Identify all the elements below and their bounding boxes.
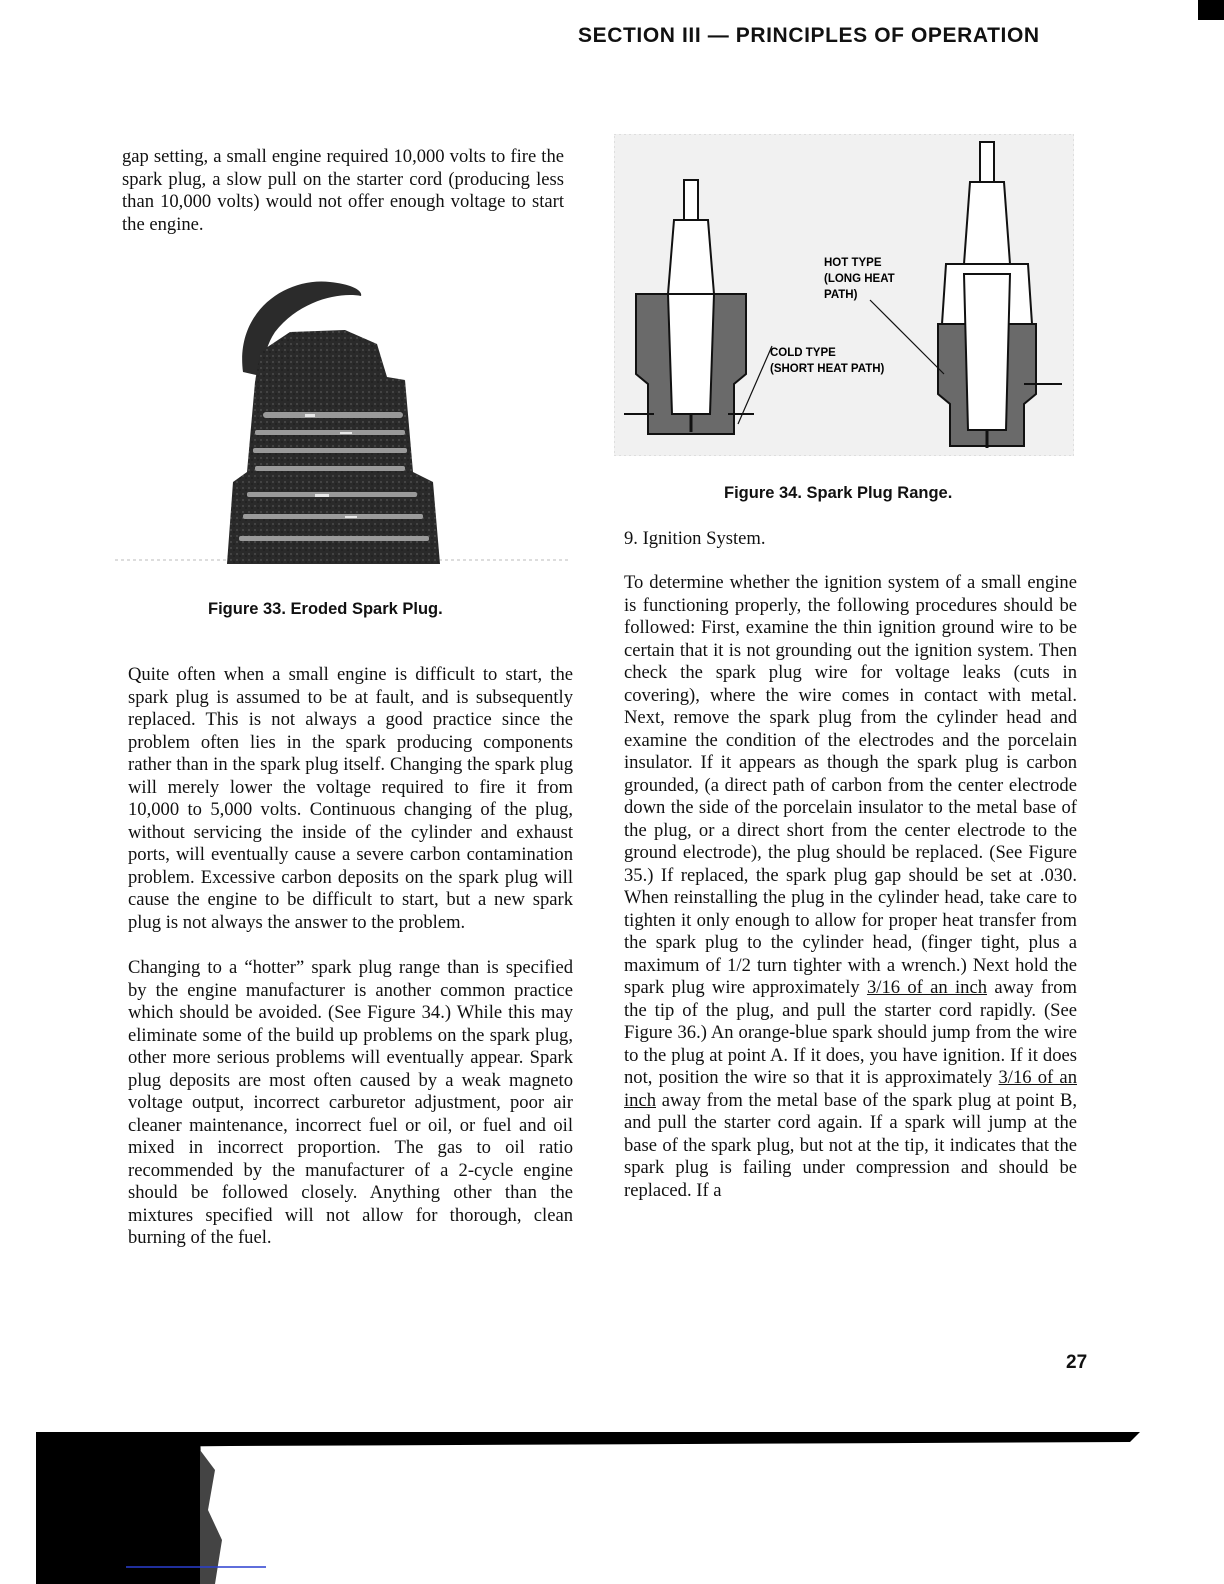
scan-edge-band xyxy=(0,1410,1224,1584)
label-hot-type-line1: HOT TYPE xyxy=(824,257,882,269)
figure-34-caption: Figure 34. Spark Plug Range. xyxy=(724,484,953,502)
body-text-part3: away from the metal base of the spark plug at point B, and pull the starter cord again. If a spark will jump at the base of the spark plug, but not at the tip, it indicates that the spark plug is failing under compression and should be replaced. If a xyxy=(624,1089,1077,1201)
ignition-system-body xyxy=(624,572,1077,1202)
section-header: SECTION III — PRINCIPLES OF OPERATION xyxy=(578,24,1040,47)
page-number: 27 xyxy=(1066,1352,1088,1373)
paragraph-spark-plug-fault: Quite often when a small engine is difficult to start, the spark plug is assumed to be at fault, and is subsequently replaced. This is not always a good practice since the problem often lies in the spark producing components rather than in the spark plug itself. Changing the spark plug will merely lower the voltage required to fire it from 10,000 to 5,000 volts. Continuous changing of the plug, without servicing the inside of the cylinder and exhaust ports, will eventually cause a severe carbon contamination problem. Excessive carbon deposits on the spark plug will cause the engine to be difficult to start, but a new spark plug is not always the answer to the problem. xyxy=(128,664,573,933)
paragraph-hotter-plug: Changing to a “hotter” spark plug range than is specified by the engine manufacturer is another common practice which should be avoided. (See Figure 34.) While this may eliminate some of the build up problems on the spark plug, other more serious problems will eventually appear. Spark plug deposits are most often caused by a weak magneto voltage output, incorrect carburetor adjustment, poor air cleaner maintenance, incorrect fuel or oil, or fuel and oil mixed in incorrect proportion. The gas to oil ratio recommended by the manufacturer of a 2-cycle engine should be followed closely. Anything other than the mixtures specified will not allow for thorough, clean burning of the fuel. xyxy=(128,957,573,1248)
label-cold-type-line2: (SHORT HEAT PATH) xyxy=(770,363,885,375)
label-cold-type-line1: COLD TYPE xyxy=(770,347,836,359)
measurement-3-16-inch-second: 3/16 of an inch xyxy=(624,1067,1077,1111)
left-continued-text xyxy=(122,146,564,236)
figure-33-caption: Figure 33. Eroded Spark Plug. xyxy=(208,600,443,618)
label-hot-type-line3: PATH) xyxy=(824,289,858,301)
continued-paragraph: gap setting, a small engine required 10,000 volts to fire the spark plug, a slow pull on the starter cord (producing less than 10,000 volts) would not offer enough voltage to start the engine. xyxy=(122,146,564,235)
measurement-3-16-inch-first: 3/16 of an inch xyxy=(866,977,987,998)
body-text-part1: To determine whether the ignition system of a small engine is functioning properly, the following procedures should be followed: First, examine the thin ignition ground wire to be certain that it is not grounding out the ignition system. Then check the spark plug wire for voltage leaks (cuts in covering), where the wire comes in contact with metal. Next, remove the spark plug from the cylinder head and examine the condition of the electrodes and the porcelain insulator. If it appears as though the spark plug is carbon grounded, (a direct path of carbon from the center electrode down the side of the porcelain insulator to the metal base of the plug, or a direct short from the center electrode to the ground electrode), the plug should be replaced. (See Figure 35.) If replaced, the spark plug gap should be set at .030. When reinstalling the plug in the cylinder head, take care to tighten it only enough to allow for proper heat transfer from the spark plug to the cylinder head, (finger tight, plus a maximum of 1/2 turn tighter with a wrench.) Next hold the spark plug wire approximately xyxy=(624,572,1077,998)
figure-33-eroded-spark-plug-photo xyxy=(115,252,570,564)
label-hot-type-line2: (LONG HEAT xyxy=(824,273,895,285)
page-edge-bar xyxy=(1198,0,1224,20)
heading-text: 9. Ignition System. xyxy=(624,528,766,549)
ignition-system-heading xyxy=(624,528,1074,551)
figure-34-spark-plug-range-diagram xyxy=(614,134,1074,456)
ignition-paragraph xyxy=(624,572,1077,1202)
left-body-text xyxy=(128,664,573,1250)
body-text-part2: away from the tip of the plug, and pull the starter cord rapidly. (See Figure 36.) An orange-blue spark should jump from the wire to the plug at point A. If it does, you have ignition. If it does not, position the wire so that it is approximately xyxy=(624,977,1077,1088)
